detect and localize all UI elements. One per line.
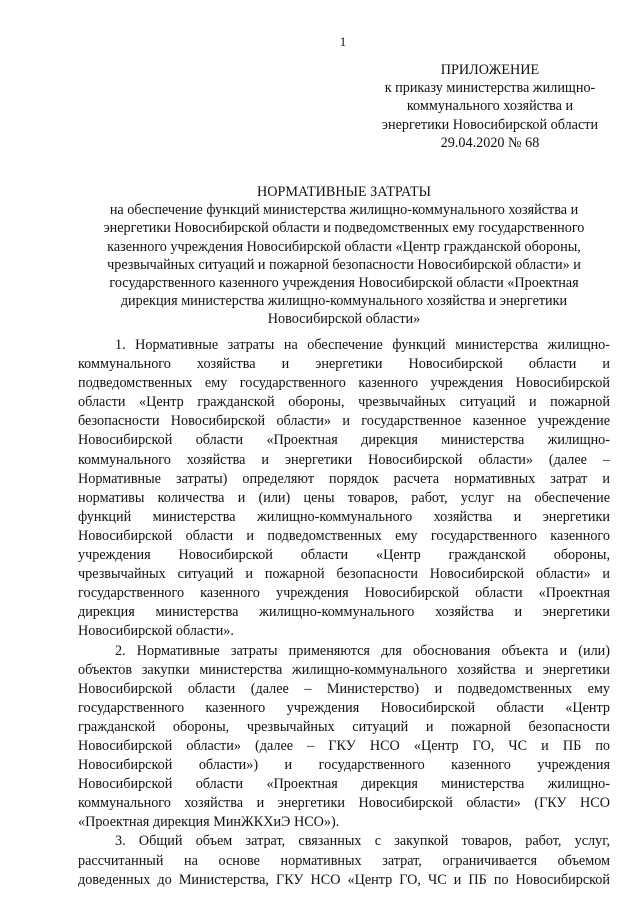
text-line: безопасности Новосибирской области» и государственное казенное учреждение [78, 413, 610, 430]
document-title: НОРМАТИВНЫЕ ЗАТРАТЫ [256, 184, 432, 200]
appendix-line: коммунального хозяйства и [406, 98, 574, 115]
text-line: государственного казенного учреждения Новосибирской области «Проектная [78, 585, 610, 602]
text-line: Новосибирской области и подведомственных ему государственного казенного [78, 527, 610, 544]
text-line: 1. Нормативные затраты на обеспечение функций министерства жилищно- [115, 337, 610, 353]
text-line: коммунального хозяйства и энергетики Новосибирской области и [78, 356, 610, 373]
appendix-date-number: 29.04.2020 № 68 [440, 134, 540, 151]
appendix-line: энергетики Новосибирской области [381, 116, 599, 133]
document-subtitle-line: казенного учреждения Новосибирской области «Центр гражданской обороны, [107, 238, 581, 255]
text-line: рассчитанный на основе нормативных затрат, ограничивается объемом [78, 852, 610, 869]
appendix-heading: ПРИЛОЖЕНИЕ [440, 62, 540, 78]
document-subtitle-line: дирекция министерства жилищно-коммунального хозяйства и энергетики [120, 293, 568, 310]
document-subtitle-line: энергетики Новосибирской области и подведомственных ему государственного [103, 220, 585, 237]
document-subtitle-line: государственного казенного учреждения Новосибирской области «Проектная [109, 275, 579, 292]
text-line: 3. Общий объем затрат, связанных с закупкой товаров, работ, услуг, [115, 833, 610, 850]
appendix-block [370, 61, 610, 152]
page-number: 1 [339, 34, 347, 49]
text-line: функций министерства жилищно-коммунального хозяйства и энергетики [78, 508, 610, 525]
appendix-line: к приказу министерства жилищно- [384, 80, 596, 97]
text-line: Нормативные затраты) определяют порядок расчета нормативных затрат и [78, 470, 610, 487]
text-line: объектов закупки министерства жилищно-коммунального хозяйства и энергетики [78, 661, 610, 678]
text-line: Новосибирской области». [78, 623, 234, 640]
text-line: области «Центр гражданской обороны, чрезвычайных ситуаций и пожарной [78, 394, 610, 411]
text-line: Новосибирской области (далее – Министерство) и подведомственных ему [78, 680, 610, 697]
text-line: Новосибирской области» (далее – ГКУ НСО «Центр ГО, ЧС и ПБ по [78, 737, 610, 754]
text-line: чрезвычайных ситуаций и пожарной безопасности Новосибирской области» и [78, 566, 610, 583]
document-subtitle-line: чрезвычайных ситуаций и пожарной безопасности Новосибирской области» и [107, 256, 581, 273]
paragraph-2 [78, 642, 610, 833]
document-subtitle-line: Новосибирской области» [267, 311, 421, 328]
text-line: коммунального хозяйства и энергетики Новосибирской области» (далее – [78, 451, 610, 468]
text-line: подведомственных ему государственного казенного учреждения Новосибирской [78, 375, 610, 392]
text-line: доведенных до Министерства, ГКУ НСО «Центр ГО, ЧС и ПБ по Новосибирской [78, 871, 610, 888]
text-line: гражданской обороны, чрезвычайных ситуаций и пожарной безопасности [78, 718, 610, 735]
text-line: учреждения Новосибирской области «Центр гражданской обороны, [78, 547, 610, 564]
text-line: нормативы количества и (или) цены товаров, работ, услуг на обеспечение [78, 489, 610, 506]
text-line: государственного казенного учреждения Новосибирской области «Центр [78, 699, 610, 716]
text-line: Новосибирской области «Проектная дирекция министерства жилищно- [78, 776, 610, 793]
document-body [78, 336, 610, 890]
document-subtitle-line: на обеспечение функций министерства жилищно-коммунального хозяйства и [109, 202, 579, 219]
text-line: дирекция министерства жилищно-коммунального хозяйства и энергетики [78, 604, 610, 621]
text-line: коммунального хозяйства и энергетики Новосибирской области» (ГКУ НСО [78, 795, 610, 812]
document-title-block [78, 183, 610, 329]
text-line: «Проектная дирекция МинЖКХиЭ НСО»). [78, 814, 340, 831]
text-line: 2. Нормативные затраты применяются для обоснования объекта и (или) [115, 642, 610, 659]
paragraph-3 [78, 832, 610, 889]
text-line: Новосибирской области») и государственного казенного учреждения [78, 757, 610, 774]
paragraph-1 [78, 336, 610, 642]
text-line: Новосибирской области «Проектная дирекция министерства жилищно- [78, 432, 610, 449]
